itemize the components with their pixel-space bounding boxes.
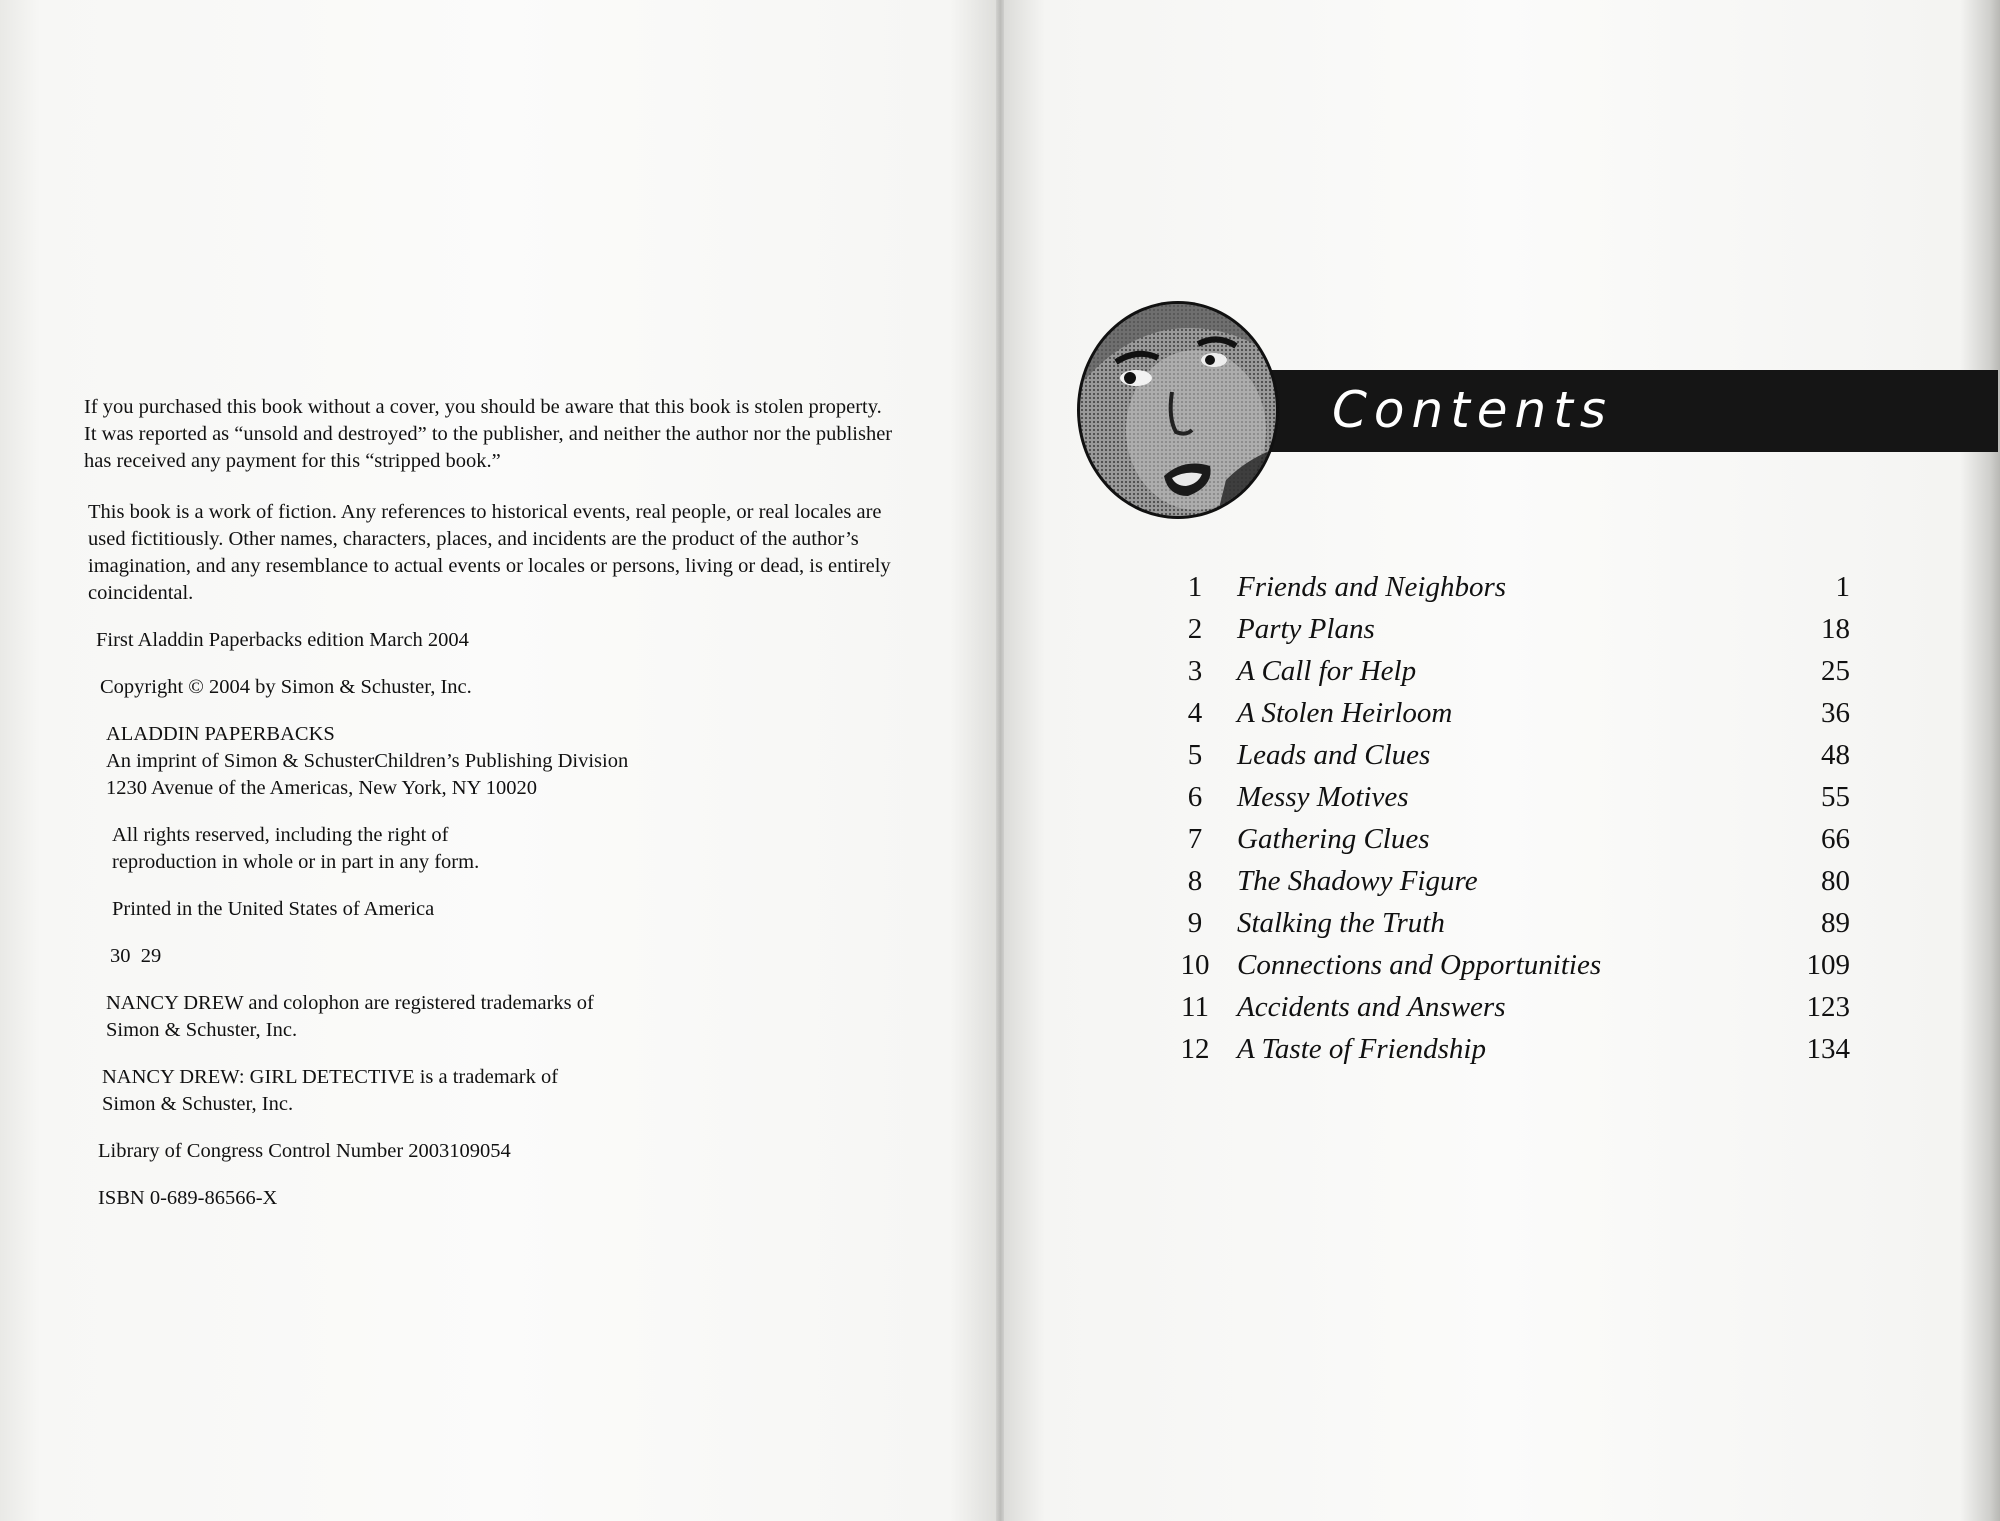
rights-line-1: All rights reserved, including the right of <box>112 824 449 846</box>
publisher-block <box>84 721 924 802</box>
stripped-book-notice: If you purchased this book without a cover, you should be aware that this book is stolen property. It was reported as “unsold and destroyed” to the publisher, and neither the author nor the publisher has received any payment for this “stripped book.” <box>84 396 893 472</box>
chapter-page-number: 18 <box>1821 613 1850 645</box>
chapter-page-number: 134 <box>1806 1033 1850 1065</box>
toc-entry <box>1175 860 1850 902</box>
chapter-number: 8 <box>1187 865 1203 897</box>
toc-entry <box>1175 986 1850 1028</box>
toc-entry <box>1175 650 1850 692</box>
trademark-2-line-2: Simon & Schuster, Inc. <box>102 1093 294 1115</box>
publisher-imprint: An imprint of Simon & SchusterChildren’s Publishing Division <box>106 750 629 772</box>
trademark-block-1 <box>84 990 924 1044</box>
chapter-title: Party Plans <box>1237 613 1375 645</box>
chapter-page-number: 25 <box>1821 655 1850 687</box>
chapter-page-number: 66 <box>1821 823 1850 855</box>
table-of-contents <box>1175 566 1850 1070</box>
chapter-number: 7 <box>1187 823 1203 855</box>
chapter-page-number: 55 <box>1821 781 1850 813</box>
chapter-page-number: 123 <box>1806 991 1850 1023</box>
chapter-page-number: 109 <box>1806 949 1850 981</box>
chapter-number: 5 <box>1187 739 1203 771</box>
chapter-title: Friends and Neighbors <box>1237 571 1507 603</box>
chapter-title: Connections and Opportunities <box>1237 949 1602 981</box>
fiction-disclaimer: This book is a work of fiction. Any references to historical events, real people, or real locales are used fictitiously. Other names, characters, places, and incidents are the product of the author’s imagination, and any resemblance to actual events or locales or persons, living or dead, is entirely coincidental. <box>88 501 891 604</box>
print-run-numbers: 30 29 <box>110 945 162 967</box>
chapter-title: Messy Motives <box>1237 781 1409 813</box>
chapter-number: 3 <box>1187 655 1203 687</box>
trademark-block-2 <box>84 1064 924 1118</box>
contents-header <box>1076 300 2000 520</box>
chapter-page-number: 48 <box>1821 739 1850 771</box>
chapter-page-number: 1 <box>1835 571 1850 603</box>
chapter-title: Leads and Clues <box>1237 739 1431 771</box>
toc-entry <box>1175 944 1850 986</box>
isbn-line: ISBN 0-689-86566-X <box>98 1187 278 1209</box>
printed-line: Printed in the United States of America <box>112 898 435 920</box>
toc-entry <box>1175 566 1850 608</box>
chapter-title: Gathering Clues <box>1237 823 1430 855</box>
toc-entry <box>1175 1028 1850 1070</box>
toc-entry <box>1175 734 1850 776</box>
copyright-text-block <box>84 394 924 1212</box>
edition-line: First Aladdin Paperbacks edition March 2004 <box>96 629 469 651</box>
book-gutter <box>996 0 1004 1521</box>
publisher-name: ALADDIN PAPERBACKS <box>106 723 335 745</box>
library-of-congress-line: Library of Congress Control Number 2003109054 <box>98 1140 511 1162</box>
chapter-title: Accidents and Answers <box>1237 991 1506 1023</box>
chapter-number: 11 <box>1181 991 1209 1023</box>
chapter-title: Stalking the Truth <box>1237 907 1445 939</box>
chapter-number: 9 <box>1187 907 1203 939</box>
chapter-page-number: 80 <box>1821 865 1850 897</box>
chapter-number: 1 <box>1187 571 1203 603</box>
trademark-1-line-1: NANCY DREW and colophon are registered trademarks of <box>106 992 594 1014</box>
toc-entry <box>1175 818 1850 860</box>
chapter-number: 4 <box>1187 697 1203 729</box>
toc-entry <box>1175 902 1850 944</box>
chapter-title: A Call for Help <box>1237 655 1417 687</box>
chapter-title: A Stolen Heirloom <box>1237 697 1453 729</box>
contents-heading: Contents <box>1332 381 1613 439</box>
chapter-page-number: 36 <box>1821 697 1850 729</box>
trademark-1-line-2: Simon & Schuster, Inc. <box>106 1019 298 1041</box>
toc-entry <box>1175 692 1850 734</box>
chapter-number: 12 <box>1180 1033 1210 1065</box>
chapter-number: 10 <box>1180 949 1210 981</box>
copyright-line: Copyright © 2004 by Simon & Schuster, Inc. <box>100 676 472 698</box>
trademark-2-line-1: NANCY DREW: GIRL DETECTIVE is a trademark of <box>102 1066 559 1088</box>
portrait-illustration <box>1076 300 1280 520</box>
rights-line-2: reproduction in whole or in part in any form. <box>112 851 480 873</box>
chapter-page-number: 89 <box>1821 907 1850 939</box>
toc-entry <box>1175 776 1850 818</box>
publisher-address: 1230 Avenue of the Americas, New York, NY 10020 <box>106 777 538 799</box>
chapter-number: 2 <box>1187 613 1203 645</box>
rights-block <box>84 822 924 876</box>
chapter-number: 6 <box>1187 781 1203 813</box>
toc-entry <box>1175 608 1850 650</box>
chapter-title: The Shadowy Figure <box>1237 865 1478 897</box>
chapter-title: A Taste of Friendship <box>1237 1033 1486 1065</box>
